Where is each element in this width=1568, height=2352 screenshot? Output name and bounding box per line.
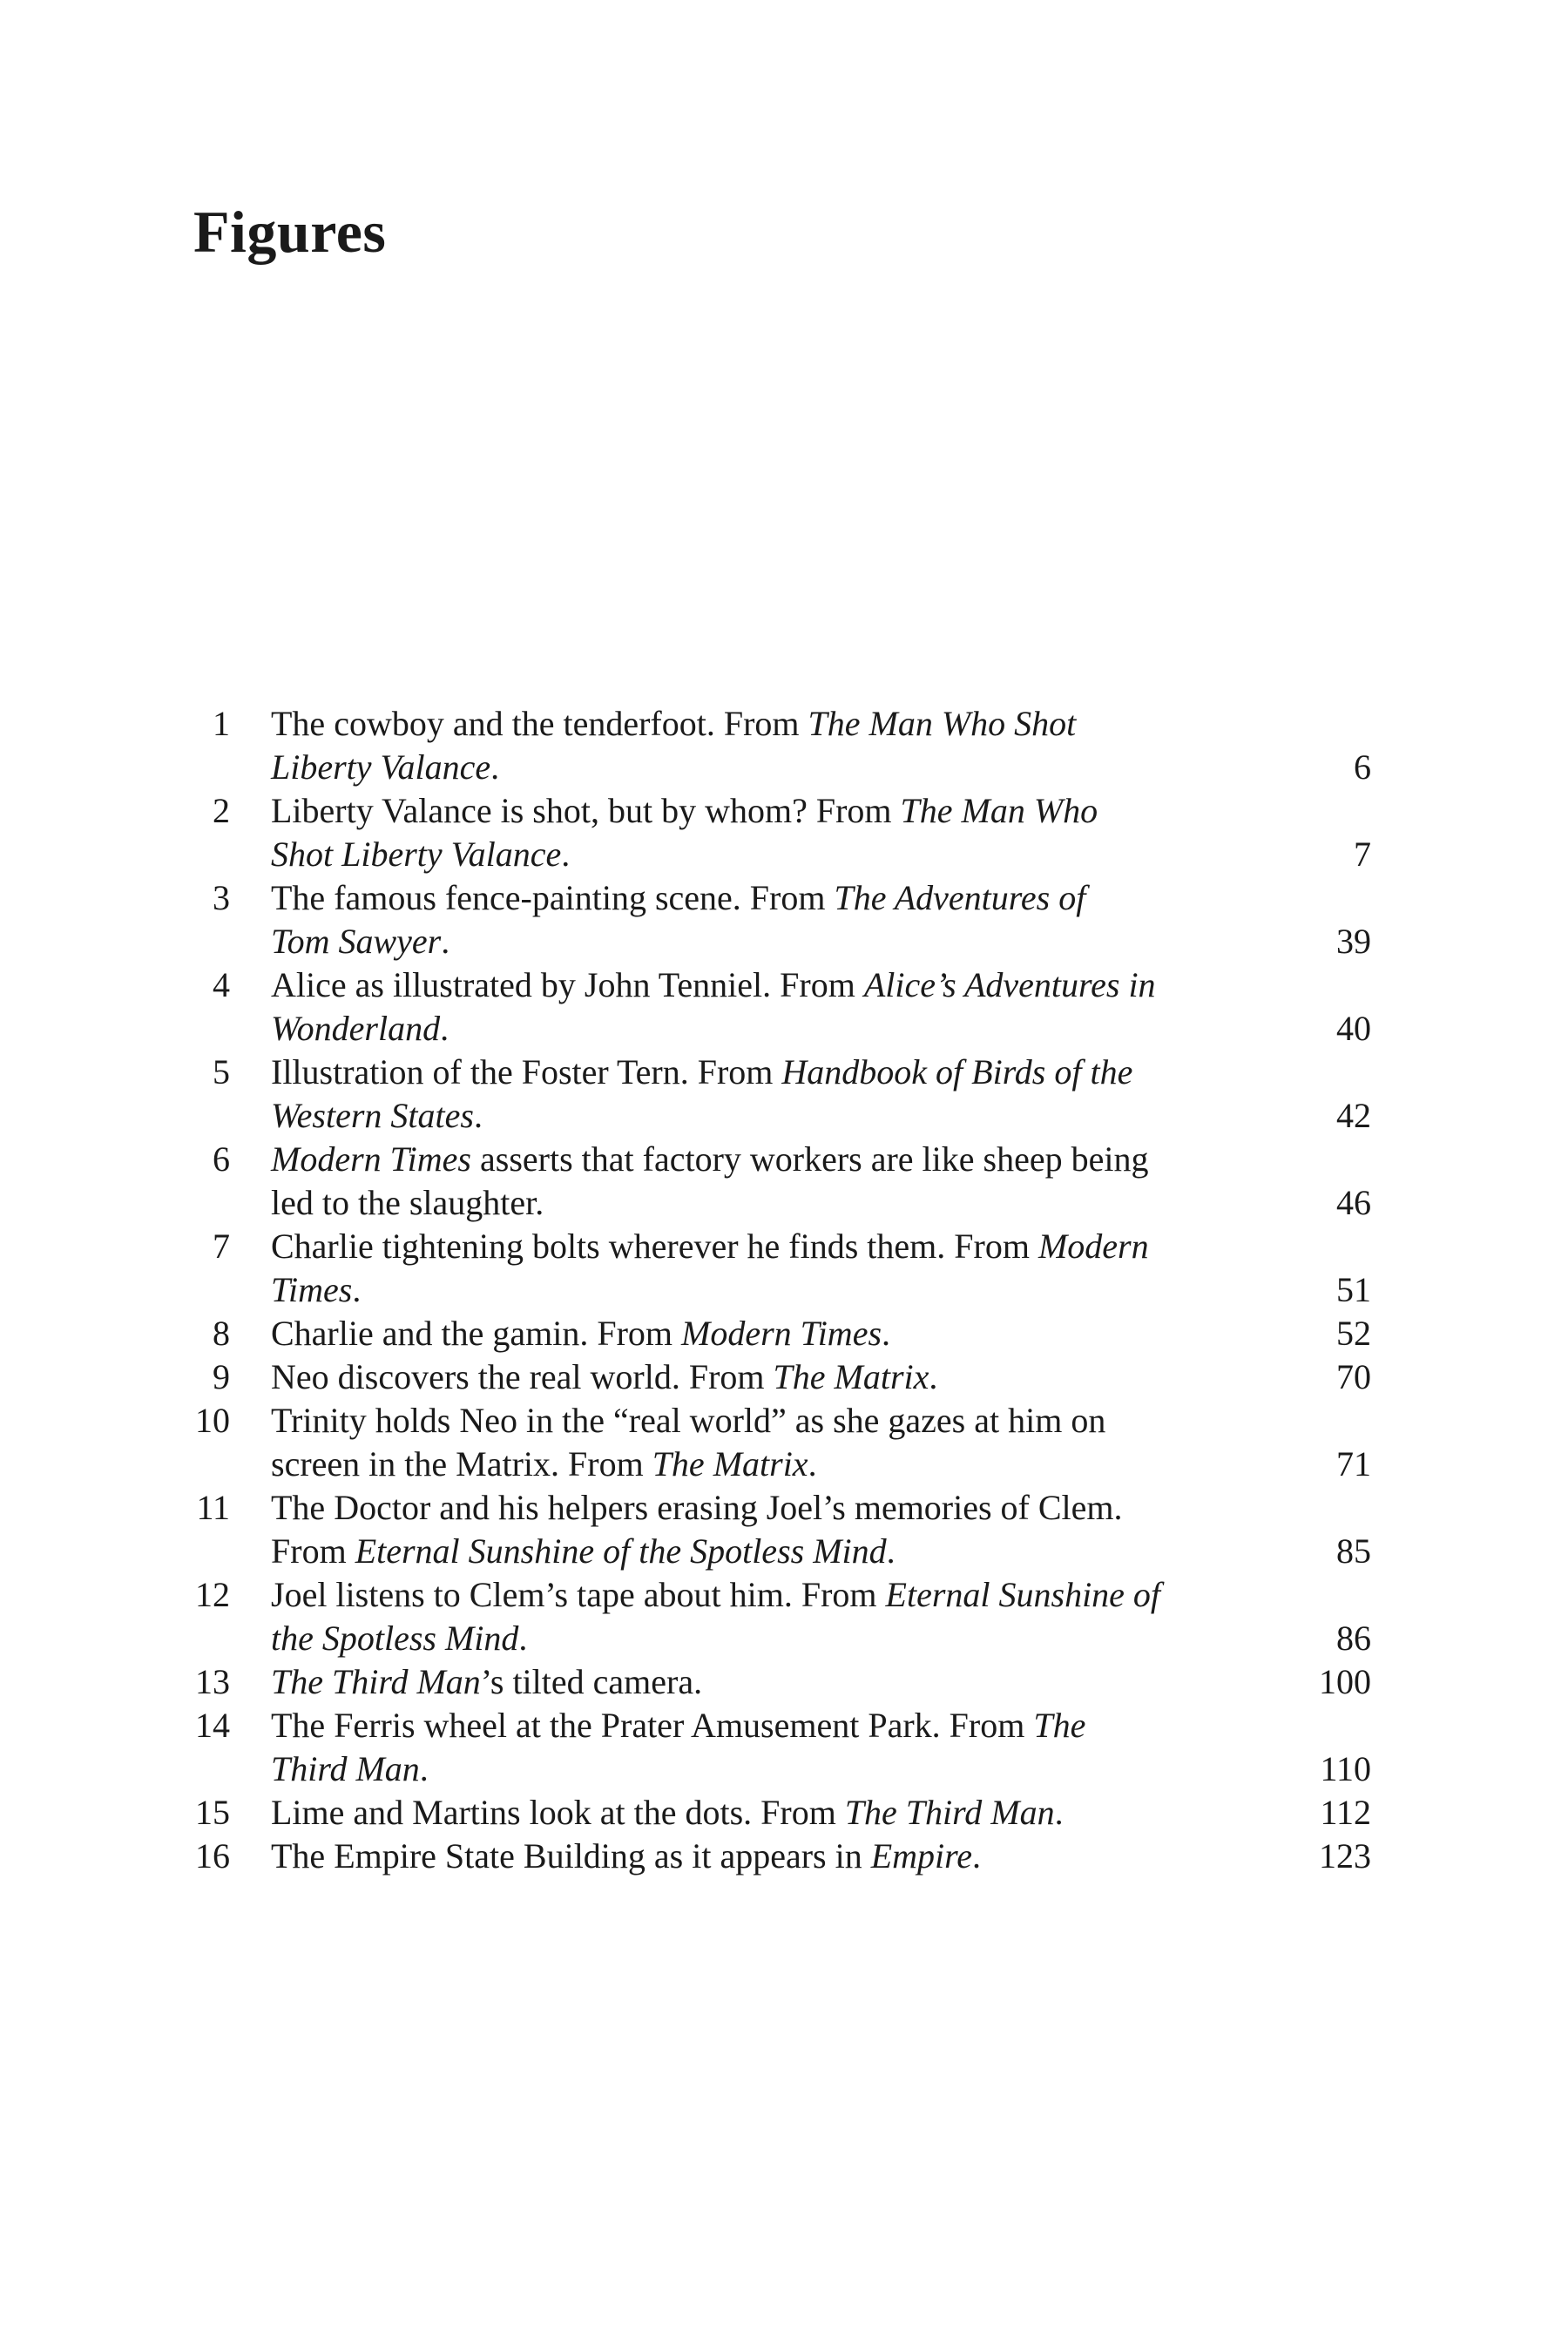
caption-text: ’s tilted camera. (480, 1662, 703, 1701)
caption-line (271, 1007, 1290, 1051)
caption-text: asserts that factory workers are like sheep being (471, 1139, 1149, 1179)
figure-page-number: 86 (1336, 1619, 1371, 1658)
caption-line (271, 1268, 1290, 1312)
figure-list (0, 702, 1568, 1878)
caption-title-italic: The Man Who Shot (808, 704, 1077, 743)
figure-caption (271, 1225, 1290, 1312)
caption-text: . (561, 835, 571, 874)
caption-line (271, 1747, 1290, 1791)
caption-text: led to the slaughter. (271, 1183, 544, 1222)
figure-number: 6 (213, 1139, 230, 1179)
figure-page-number: 110 (1320, 1749, 1371, 1788)
caption-title-italic: The Adventures of (834, 878, 1086, 917)
caption-text: . (518, 1619, 528, 1658)
figure-caption (271, 1573, 1290, 1660)
caption-text: . (882, 1314, 891, 1353)
caption-line (271, 1486, 1290, 1530)
caption-title-italic: The Third Man (844, 1793, 1055, 1832)
figure-page-number: 112 (1320, 1793, 1371, 1832)
figure-entry (0, 1704, 1568, 1791)
caption-title-italic: Modern Times (681, 1314, 882, 1353)
figure-caption (271, 1138, 1290, 1225)
figure-entry (0, 876, 1568, 963)
figure-caption (271, 876, 1290, 963)
figure-caption (271, 702, 1290, 789)
figure-number: 7 (213, 1227, 230, 1266)
figure-number: 1 (213, 704, 230, 743)
figure-entry (0, 963, 1568, 1051)
figure-entry (0, 1355, 1568, 1399)
caption-text: Charlie tightening bolts wherever he finds them. From (271, 1227, 1038, 1266)
caption-title-italic: Eternal Sunshine of (885, 1575, 1161, 1614)
figure-number: 8 (213, 1314, 230, 1353)
figure-page-number: 51 (1336, 1270, 1371, 1309)
caption-title-italic: The (1033, 1706, 1086, 1745)
caption-title-italic: Wonderland (271, 1009, 441, 1048)
caption-text: Trinity holds Neo in the “real world” as she gazes at him on (271, 1401, 1106, 1440)
caption-line (271, 1443, 1290, 1486)
caption-title-italic: The Third Man (271, 1662, 481, 1701)
figure-page-number: 70 (1336, 1357, 1371, 1396)
caption-title-italic: Handbook of Birds of the (781, 1052, 1133, 1092)
caption-line (271, 702, 1290, 746)
caption-title-italic: Modern (1037, 1227, 1149, 1266)
figure-entry (0, 1660, 1568, 1704)
caption-title-italic: Liberty Valance (271, 747, 491, 787)
caption-text: . (808, 1444, 817, 1484)
caption-text: . (929, 1357, 938, 1396)
caption-title-italic: Shot Liberty Valance (271, 835, 562, 874)
figure-entry (0, 789, 1568, 876)
caption-text: Alice as illustrated by John Tenniel. From (271, 965, 864, 1004)
caption-title-italic: Modern Times (271, 1139, 471, 1179)
figure-entry (0, 1225, 1568, 1312)
caption-title-italic: The Man Who (900, 791, 1098, 830)
figure-caption (271, 1399, 1290, 1486)
caption-line (271, 920, 1290, 963)
caption-text: . (490, 747, 500, 787)
figure-page-number: 42 (1336, 1096, 1371, 1135)
caption-title-italic: Tom Sawyer (271, 922, 442, 961)
caption-text: From (271, 1531, 355, 1571)
caption-line (271, 1225, 1290, 1268)
figure-page-number: 52 (1336, 1314, 1371, 1353)
caption-text: . (419, 1749, 429, 1788)
caption-title-italic: Third Man (271, 1749, 420, 1788)
caption-line (271, 1704, 1290, 1747)
caption-text: The Empire State Building as it appears in (271, 1836, 871, 1876)
figure-page-number: 123 (1319, 1836, 1371, 1876)
figure-caption (271, 963, 1290, 1051)
caption-title-italic: the Spotless Mind (271, 1619, 519, 1658)
caption-line (271, 1530, 1290, 1573)
figure-caption (271, 1660, 1290, 1704)
figure-entry (0, 1312, 1568, 1355)
caption-line (271, 746, 1290, 789)
caption-line (271, 1312, 1290, 1355)
figure-number: 5 (213, 1052, 230, 1092)
caption-text: Charlie and the gamin. From (271, 1314, 682, 1353)
caption-line (271, 1051, 1290, 1094)
figure-caption (271, 1355, 1290, 1399)
figure-entry (0, 1486, 1568, 1573)
caption-title-italic: The Matrix (773, 1357, 929, 1396)
figure-number: 12 (195, 1575, 230, 1614)
caption-line (271, 1791, 1290, 1835)
page-title: Figures (193, 199, 387, 265)
figure-number: 11 (196, 1488, 230, 1527)
caption-title-italic: Eternal Sunshine of the Spotless Mind (355, 1531, 887, 1571)
caption-line (271, 963, 1290, 1007)
figure-page-number: 40 (1336, 1009, 1371, 1048)
caption-line (271, 1355, 1290, 1399)
caption-text: Neo discovers the real world. From (271, 1357, 774, 1396)
figure-entry (0, 1573, 1568, 1660)
figure-page-number: 7 (1354, 835, 1371, 874)
figure-page-number: 39 (1336, 922, 1371, 961)
figure-number: 2 (213, 791, 230, 830)
caption-text: The cowboy and the tenderfoot. From (271, 704, 808, 743)
figure-caption (271, 1791, 1290, 1835)
caption-title-italic: Western States (271, 1096, 474, 1135)
caption-title-italic: Empire (870, 1836, 973, 1876)
caption-text: Liberty Valance is shot, but by whom? From (271, 791, 901, 830)
caption-text: The famous fence-painting scene. From (271, 878, 835, 917)
caption-text: screen in the Matrix. From (271, 1444, 652, 1484)
figure-page-number: 6 (1354, 747, 1371, 787)
caption-line (271, 1573, 1290, 1617)
caption-title-italic: Alice’s Adventures in (863, 965, 1156, 1004)
figure-caption (271, 789, 1290, 876)
caption-text: . (972, 1836, 982, 1876)
caption-line (271, 833, 1290, 876)
figure-caption (271, 1486, 1290, 1573)
figure-caption (271, 1835, 1290, 1878)
figure-number: 10 (195, 1401, 230, 1440)
figure-entry (0, 1835, 1568, 1878)
caption-text: . (441, 922, 450, 961)
caption-text: Joel listens to Clem’s tape about him. From (271, 1575, 886, 1614)
caption-text: The Doctor and his helpers erasing Joel’s memories of Clem. (271, 1488, 1123, 1527)
caption-title-italic: The Matrix (652, 1444, 808, 1484)
figure-entry (0, 1051, 1568, 1138)
caption-line (271, 1399, 1290, 1443)
figure-number: 16 (195, 1836, 230, 1876)
figure-number: 15 (195, 1793, 230, 1832)
caption-text: . (352, 1270, 362, 1309)
caption-line (271, 1138, 1290, 1181)
figure-page-number: 100 (1319, 1662, 1371, 1701)
caption-line (271, 1660, 1290, 1704)
caption-line (271, 1617, 1290, 1660)
caption-line (271, 1181, 1290, 1225)
figure-number: 4 (213, 965, 230, 1004)
figure-page-number: 46 (1336, 1183, 1371, 1222)
figure-page-number: 85 (1336, 1531, 1371, 1571)
caption-text: . (886, 1531, 896, 1571)
figure-caption (271, 1051, 1290, 1138)
caption-line (271, 789, 1290, 833)
caption-text: Illustration of the Foster Tern. From (271, 1052, 782, 1092)
figure-number: 13 (195, 1662, 230, 1701)
caption-title-italic: Times (271, 1270, 353, 1309)
figure-number: 14 (195, 1706, 230, 1745)
figure-entry (0, 1138, 1568, 1225)
caption-line (271, 1835, 1290, 1878)
caption-line (271, 1094, 1290, 1138)
caption-text: . (440, 1009, 449, 1048)
figure-entry (0, 1791, 1568, 1835)
caption-text: . (473, 1096, 483, 1135)
caption-text: . (1054, 1793, 1064, 1832)
caption-text: Lime and Martins look at the dots. From (271, 1793, 845, 1832)
figure-number: 3 (213, 878, 230, 917)
figure-page-number: 71 (1336, 1444, 1371, 1484)
caption-text: The Ferris wheel at the Prater Amusement Park. From (271, 1706, 1034, 1745)
figure-entry (0, 702, 1568, 789)
figure-number: 9 (213, 1357, 230, 1396)
figure-caption (271, 1704, 1290, 1791)
figure-entry (0, 1399, 1568, 1486)
caption-line (271, 876, 1290, 920)
figure-caption (271, 1312, 1290, 1355)
